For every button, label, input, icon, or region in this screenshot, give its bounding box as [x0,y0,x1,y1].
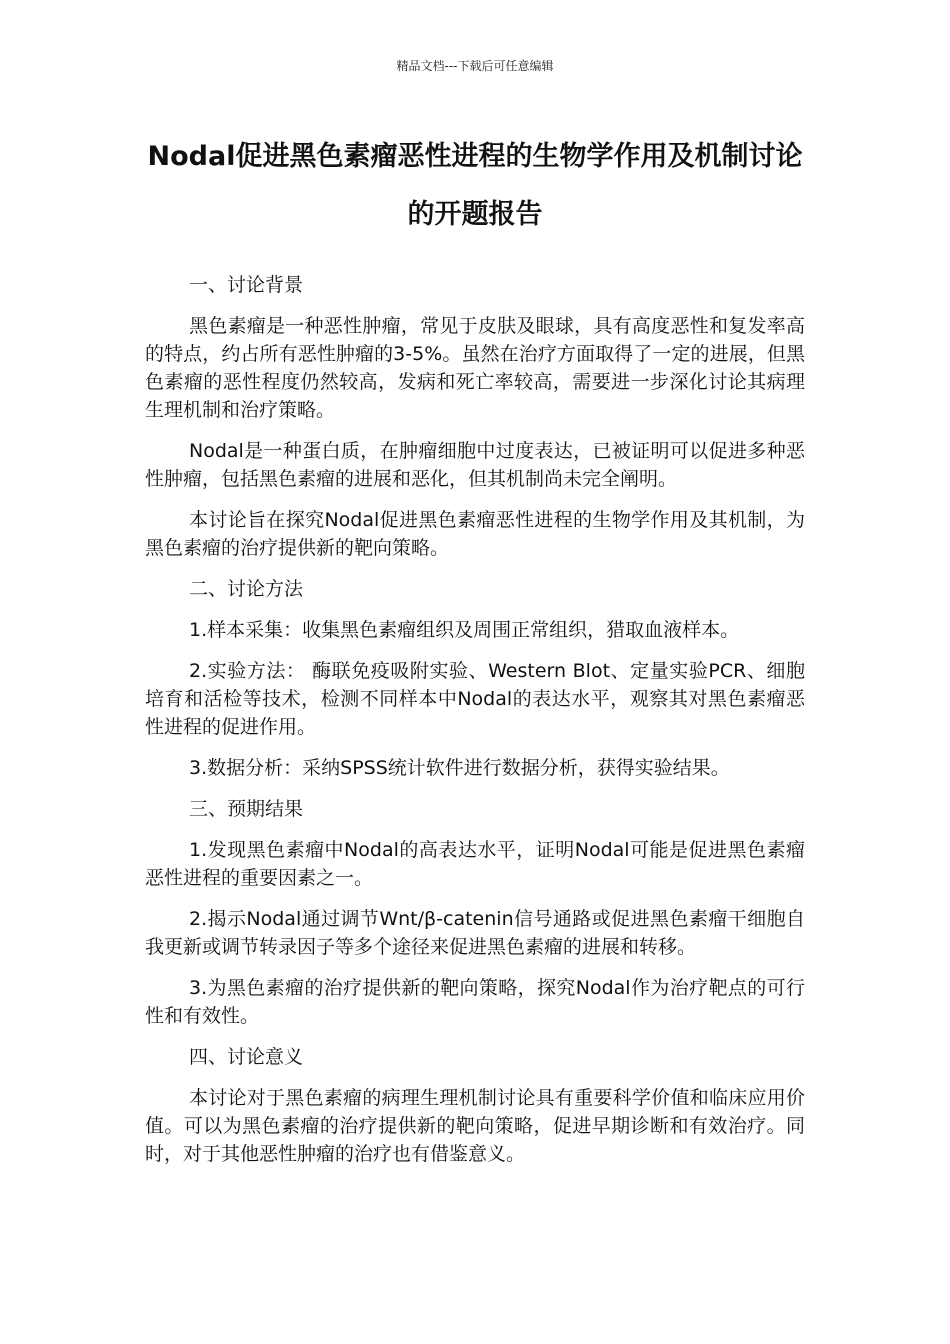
paragraph: 2.揭示Nodal通过调节Wnt/β-catenin信号通路或促进黑色素瘤干细胞自我更新或调节转录因子等多个途径来促进黑色素瘤的进展和转移。 [145,908,805,958]
paragraph: 1.发现黑色素瘤中Nodal的高表达水平，证明Nodal可能是促进黑色素瘤恶性进程的重要因素之一。 [145,839,805,889]
paragraph: 2.实验方法： 酶联免疫吸附实验、Western Blot、定量实验PCR、细胞培育和活检等技术，检测不同样本中Nodal的表达水平，观察其对黑色素瘤恶性进程的促进作用。 [145,660,805,738]
paragraph: 本讨论旨在探究Nodal促进黑色素瘤恶性进程的生物学作用及其机制，为黑色素瘤的治疗提供新的靶向策略。 [145,509,805,559]
paragraph: 1.样本采集：收集黑色素瘤组织及周围正常组织，猎取血液样本。 [189,619,740,641]
paragraph: 黑色素瘤是一种恶性肿瘤，常见于皮肤及眼球，具有高度恶性和复发率高的特点，约占所有恶性肿瘤的3-5%。虽然在治疗方面取得了一定的进展，但黑色素瘤的恶性程度仍然较高，发病和死亡率较高，需要进一步深化讨论其病理生理机制和治疗策略。 [145,315,805,421]
section-heading-methods: 二、讨论方法 [189,578,304,600]
section-heading-background: 一、讨论背景 [189,274,304,296]
paragraph: 本讨论对于黑色素瘤的病理生理机制讨论具有重要科学价值和临床应用价值。可以为黑色素瘤的治疗提供新的靶向策略，促进早期诊断和有效治疗。同时，对于其他恶性肿瘤的治疗也有借鉴意义。 [145,1087,805,1165]
document-title: Nodal促进黑色素瘤恶性进程的生物学作用及机制讨论的开题报告 [147,141,803,230]
paragraph: 3.数据分析：采纳SPSS统计软件进行数据分析，获得实验结果。 [189,757,730,779]
paragraph: Nodal是一种蛋白质，在肿瘤细胞中过度表达，已被证明可以促进多种恶性肿瘤，包括黑色素瘤的进展和恶化，但其机制尚未完全阐明。 [145,440,805,490]
header-note: 精品文档---下载后可任意编辑 [396,59,554,73]
paragraph: 3.为黑色素瘤的治疗提供新的靶向策略，探究Nodal作为治疗靶点的可行性和有效性。 [145,977,805,1027]
document-body [145,271,805,1181]
section-heading-results: 三、预期结果 [189,798,304,820]
section-heading-significance: 四、讨论意义 [189,1046,304,1068]
